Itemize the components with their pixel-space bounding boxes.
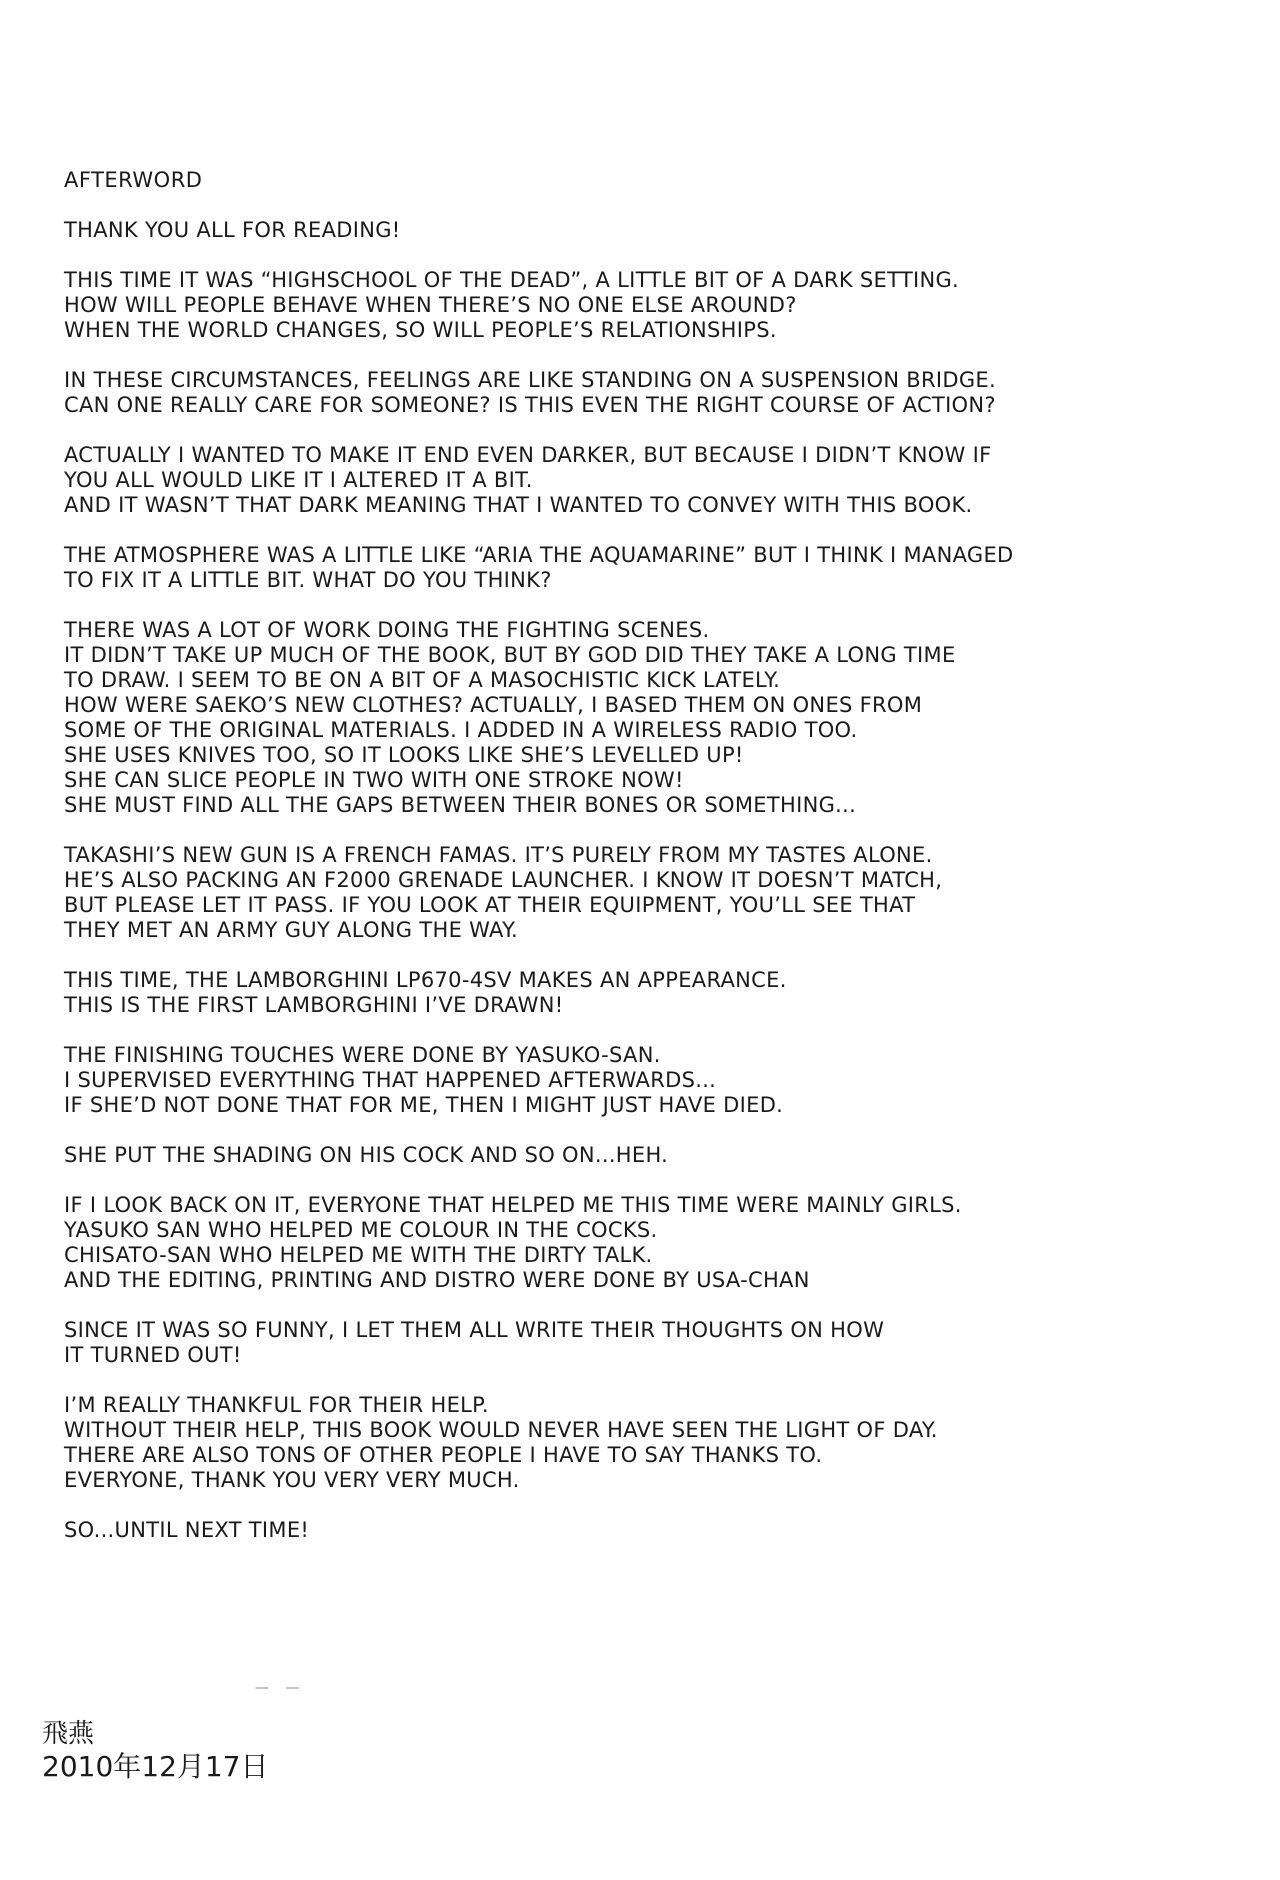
text-line: AND THE EDITING, PRINTING AND DISTRO WERE DONE BY USA-CHAN bbox=[64, 1268, 810, 1292]
paragraph-list bbox=[64, 218, 1184, 1543]
text-line: BUT PLEASE LET IT PASS. IF YOU LOOK AT THEIR EQUIPMENT, YOU’LL SEE THAT bbox=[64, 893, 916, 917]
text-line: TO FIX IT A LITTLE BIT. WHAT DO YOU THINK? bbox=[64, 568, 552, 592]
text-line: AND IT WASN’T THAT DARK MEANING THAT I WANTED TO CONVEY WITH THIS BOOK. bbox=[64, 493, 973, 517]
text-line: THERE WAS A LOT OF WORK DOING THE FIGHTING SCENES. bbox=[64, 618, 710, 642]
paragraph bbox=[64, 268, 1184, 343]
text-line: THEY MET AN ARMY GUY ALONG THE WAY. bbox=[64, 918, 518, 942]
paragraph bbox=[64, 443, 1184, 518]
text-line: I SUPERVISED EVERYTHING THAT HAPPENED AFTERWARDS... bbox=[64, 1068, 717, 1092]
paragraph bbox=[64, 1393, 1184, 1493]
text-line: IF SHE’D NOT DONE THAT FOR ME, THEN I MIGHT JUST HAVE DIED. bbox=[64, 1093, 784, 1117]
text-line: SHE CAN SLICE PEOPLE IN TWO WITH ONE STROKE NOW! bbox=[64, 768, 684, 792]
text-line: SHE MUST FIND ALL THE GAPS BETWEEN THEIR BONES OR SOMETHING... bbox=[64, 793, 857, 817]
text-line: SOME OF THE ORIGINAL MATERIALS. I ADDED IN A WIRELESS RADIO TOO. bbox=[64, 718, 858, 742]
text-line: THIS TIME, THE LAMBORGHINI LP670-4SV MAKES AN APPEARANCE. bbox=[64, 968, 787, 992]
text-line: IT DIDN’T TAKE UP MUCH OF THE BOOK, BUT BY GOD DID THEY TAKE A LONG TIME bbox=[64, 643, 956, 667]
author-name: 飛燕 bbox=[42, 1719, 95, 1749]
text-line: HOW WILL PEOPLE BEHAVE WHEN THERE’S NO ONE ELSE AROUND? bbox=[64, 293, 797, 317]
stray-mark: — — bbox=[255, 1680, 306, 1696]
text-line: TAKASHI’S NEW GUN IS A FRENCH FAMAS. IT’S PURELY FROM MY TASTES ALONE. bbox=[64, 843, 933, 867]
paragraph bbox=[64, 1193, 1184, 1293]
text-line: SO...UNTIL NEXT TIME! bbox=[64, 1518, 310, 1542]
text-line: IF I LOOK BACK ON IT, EVERYONE THAT HELPED ME THIS TIME WERE MAINLY GIRLS. bbox=[64, 1193, 962, 1217]
paragraph bbox=[64, 1518, 1184, 1543]
text-line: THANK YOU ALL FOR READING! bbox=[64, 218, 401, 242]
text-line: THIS TIME IT WAS “HIGHSCHOOL OF THE DEAD”, A LITTLE BIT OF A DARK SETTING. bbox=[64, 268, 960, 292]
author-signature bbox=[42, 1718, 269, 1784]
page-title: AFTERWORD bbox=[64, 168, 203, 192]
text-line: CAN ONE REALLY CARE FOR SOMEONE? IS THIS EVEN THE RIGHT COURSE OF ACTION? bbox=[64, 393, 996, 417]
paragraph bbox=[64, 368, 1184, 418]
text-line: WHEN THE WORLD CHANGES, SO WILL PEOPLE’S RELATIONSHIPS. bbox=[64, 318, 777, 342]
text-line: EVERYONE, THANK YOU VERY VERY MUCH. bbox=[64, 1468, 520, 1492]
text-line: SINCE IT WAS SO FUNNY, I LET THEM ALL WRITE THEIR THOUGHTS ON HOW bbox=[64, 1318, 885, 1342]
text-line: THERE ARE ALSO TONS OF OTHER PEOPLE I HAVE TO SAY THANKS TO. bbox=[64, 1443, 823, 1467]
afterword-body bbox=[64, 168, 1184, 1568]
text-line: SHE PUT THE SHADING ON HIS COCK AND SO ON...HEH. bbox=[64, 1143, 669, 1167]
text-line: WITHOUT THEIR HELP, THIS BOOK WOULD NEVER HAVE SEEN THE LIGHT OF DAY. bbox=[64, 1418, 938, 1442]
text-line: IT TURNED OUT! bbox=[64, 1343, 242, 1367]
text-line: THIS IS THE FIRST LAMBORGHINI I’VE DRAWN! bbox=[64, 993, 564, 1017]
text-line: HE’S ALSO PACKING AN F2000 GRENADE LAUNCHER. I KNOW IT DOESN’T MATCH, bbox=[64, 868, 943, 892]
paragraph bbox=[64, 1143, 1184, 1168]
paragraph bbox=[64, 1318, 1184, 1368]
text-line: SHE USES KNIVES TOO, SO IT LOOKS LIKE SHE’S LEVELLED UP! bbox=[64, 743, 744, 767]
text-line: TO DRAW. I SEEM TO BE ON A BIT OF A MASOCHISTIC KICK LATELY. bbox=[64, 668, 781, 692]
text-line: THE FINISHING TOUCHES WERE DONE BY YASUKO-SAN. bbox=[64, 1043, 661, 1067]
text-line: YASUKO SAN WHO HELPED ME COLOUR IN THE COCKS. bbox=[64, 1218, 658, 1242]
paragraph bbox=[64, 843, 1184, 943]
paragraph bbox=[64, 968, 1184, 1018]
text-line: YOU ALL WOULD LIKE IT I ALTERED IT A BIT. bbox=[64, 468, 533, 492]
text-line: I’M REALLY THANKFUL FOR THEIR HELP. bbox=[64, 1393, 489, 1417]
signature-date: 2010年12月17日 bbox=[42, 1750, 269, 1783]
paragraph bbox=[64, 218, 1184, 243]
text-line: CHISATO-SAN WHO HELPED ME WITH THE DIRTY TALK. bbox=[64, 1243, 653, 1267]
paragraph bbox=[64, 543, 1184, 593]
text-line: HOW WERE SAEKO’S NEW CLOTHES? ACTUALLY, I BASED THEM ON ONES FROM bbox=[64, 693, 923, 717]
text-line: ACTUALLY I WANTED TO MAKE IT END EVEN DARKER, BUT BECAUSE I DIDN’T KNOW IF bbox=[64, 443, 992, 467]
paragraph bbox=[64, 618, 1184, 818]
paragraph bbox=[64, 1043, 1184, 1118]
text-line: THE ATMOSPHERE WAS A LITTLE LIKE “ARIA THE AQUAMARINE” BUT I THINK I MANAGED bbox=[64, 543, 1014, 567]
text-line: IN THESE CIRCUMSTANCES, FEELINGS ARE LIKE STANDING ON A SUSPENSION BRIDGE. bbox=[64, 368, 996, 392]
